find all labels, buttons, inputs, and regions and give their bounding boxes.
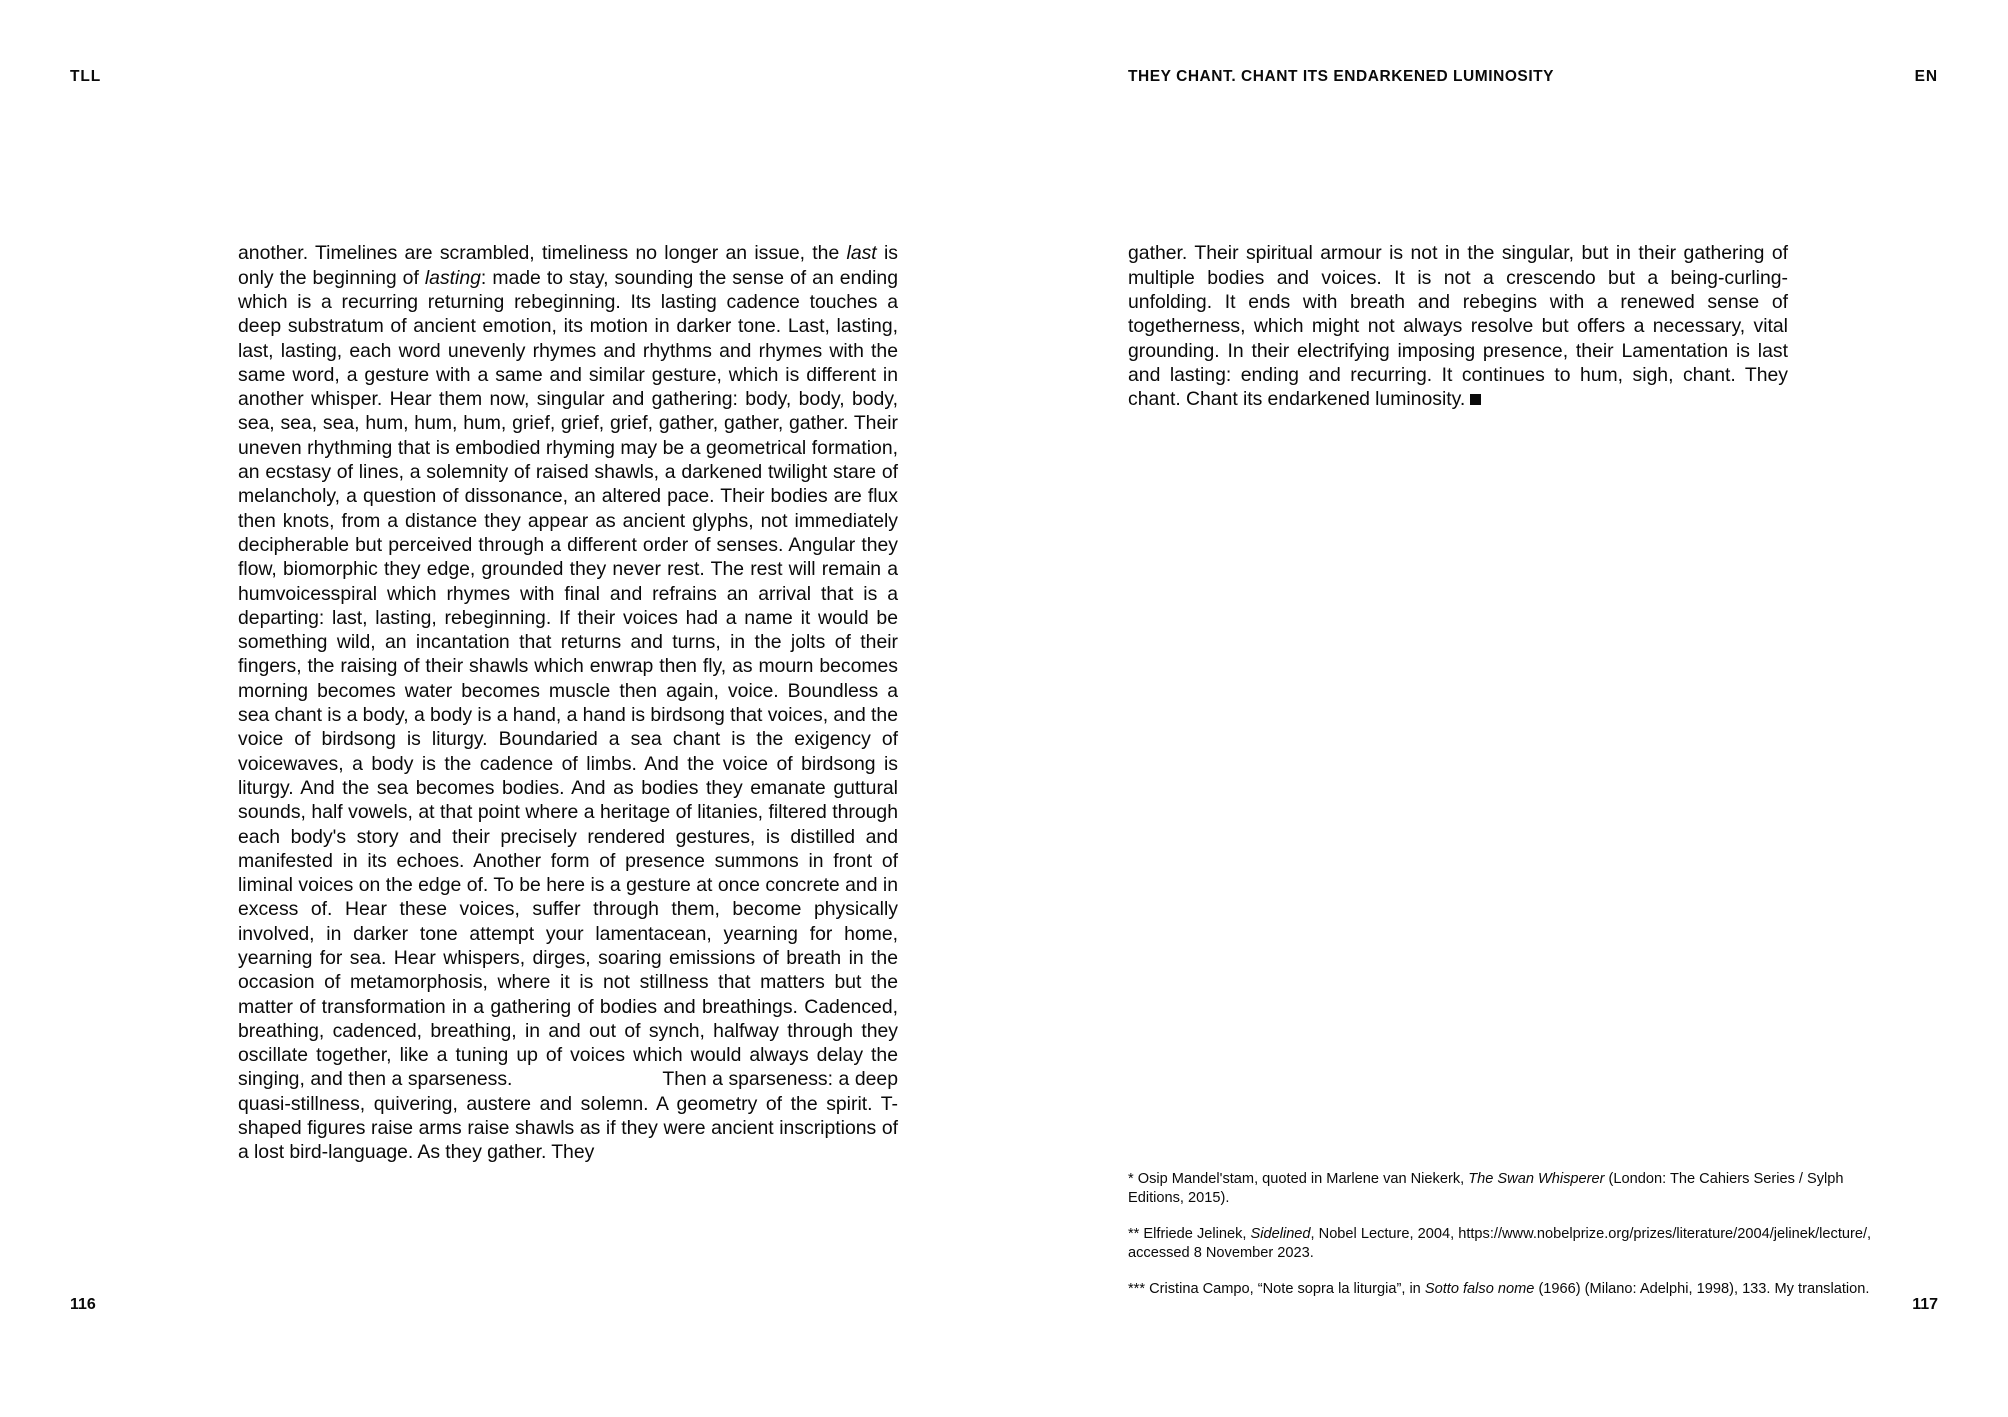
left-text-column bbox=[238, 222, 898, 1184]
footnotes-block bbox=[1128, 1170, 1878, 1299]
footnote-title-italic: Sidelined bbox=[1250, 1226, 1311, 1242]
footnote-text-b: (1966) (Milano: Adelphi, 1998), 133. My translation. bbox=[1534, 1281, 1870, 1297]
body-paragraph-right bbox=[1128, 241, 1788, 411]
footnote-text-a: Cristina Campo, “Note sopra la liturgia”, in bbox=[1149, 1281, 1425, 1297]
footnote-text-a: Elfriede Jelinek, bbox=[1143, 1226, 1251, 1242]
footnote-marker: *** bbox=[1128, 1281, 1150, 1297]
footnote-title-italic: The Swan Whisperer bbox=[1468, 1171, 1605, 1187]
running-head-left: TLL bbox=[70, 68, 102, 85]
footnote-item bbox=[1128, 1170, 1878, 1208]
body-paragraph-left bbox=[238, 241, 898, 1164]
body-text-segment-d: Then a sparseness: a deep quasi-stillness, quivering, austere and solemn. A geometry of the spirit. T-shaped figures raise arms raise shawls as if they were ancient inscriptions of a lost bird-language. As they gather. They bbox=[238, 1068, 898, 1164]
footnote-text-b: (London: The Cahiers Series / Sylph Editions, 2015). bbox=[1128, 1171, 1844, 1206]
page-number-right: 117 bbox=[1912, 1296, 1938, 1313]
footnote-marker: * bbox=[1128, 1171, 1138, 1187]
end-of-article-mark-icon bbox=[1470, 394, 1481, 405]
footnote-marker: ** bbox=[1128, 1226, 1144, 1242]
footnote-title-italic: Sotto falso nome bbox=[1424, 1281, 1535, 1297]
footnote-item bbox=[1128, 1225, 1878, 1263]
body-text-segment-b: is only the beginning of bbox=[238, 242, 898, 289]
body-text-italic-last: last bbox=[846, 242, 877, 265]
running-head-language: EN bbox=[1914, 68, 1938, 85]
running-head bbox=[0, 68, 2008, 90]
body-text-segment-c: : made to stay, sounding the sense of an ending which is a recurring returning rebeginning. Its lasting cadence touches a deep substratum of ancient emotion, its motion in darker tone. Last, lasting, last, lasting, each word unevenly rhymes and rhythms and rhymes with the same word, a gesture with a same and similar gesture, which is different in another whisper. Hear them now, singular and gathering: body, body, body, sea, sea, sea, hum, hum, hum, grief, grief, grief, gather, gather, gather. Their uneven rhythming that is embodied rhyming may be a geometrical formation, an ecstasy of lines, a solemnity of raised shawls, a darkened twilight stare of melancholy, a question of dissonance, an altered pace. Their bodies are flux then knots, from a distance they appear as ancient glyphs, not immediately decipherable but perceived through a different order of senses. Angular they flow, biomorphic they edge, grounded they never rest. The rest will remain a humvoicesspiral which rhymes with final and refrains an arrival that is a departing: last, lasting, rebeginning. If their voices had a name it would be something wild, an incantation that returns and turns, in the jolts of their fingers, the raising of their shawls which enwrap then fly, as mourn becomes morning becomes water becomes muscle then again, voice. Boundless a sea chant is a body, a body is a hand, a hand is birdsong that voices, and the voice of birdsong is liturgy. Boundaried a sea chant is the exigency of voicewaves, a body is the cadence of limbs. And the voice of birdsong is liturgy. And the sea becomes bodies. And as bodies they emanate guttural sounds, half vowels, at that point where a heritage of litanies, filtered through each body's story and their precisely rendered gestures, is distilled and manifested in its echoes. Another form of presence summons in front of liminal voices on the edge of. To be here is a gesture at once concrete and in excess of. Hear these voices, suffer through them, become physically involved, in darker tone attempt your lamentacean, yearning for home, yearning for sea. Hear whispers, dirges, soaring emissions of breath in the occasion of metamorphosis, where it is not stillness that matters but the matter of transformation in a gathering of bodies and breathings. Cadenced, breathing, cadenced, breathing, in and out of synch, halfway through they oscillate together, like a tuning up of voices which would always delay the singing, and then a sparseness. bbox=[238, 266, 898, 1091]
page-number-left: 116 bbox=[70, 1296, 96, 1313]
body-text-final: gather. Their spiritual armour is not in the singular, but in their gathering of multiple bodies and voices. It is not a crescendo but a being-curling-unfolding. It ends with breath and rebegins with a renewed sense of togetherness, which might not always resolve but offers a necessary, vital grounding. In their electrifying imposing presence, their Lamentation is last and lasting: ending and recurring. It continues to hum, sigh, chant. They chant. Chant its endarkened luminosity. bbox=[1128, 242, 1788, 411]
body-text-segment-a: another. Timelines are scrambled, timeliness no longer an issue, the bbox=[238, 242, 847, 265]
footnote-item bbox=[1128, 1280, 1878, 1299]
running-head-title: THEY CHANT. CHANT ITS ENDARKENED LUMINOSITY bbox=[1128, 68, 1555, 85]
footnote-text-b: , Nobel Lecture, 2004, https://www.nobelprize.org/prizes/literature/2004/jelinek/lecture/, accessed 8 November 2023. bbox=[1128, 1226, 1872, 1261]
body-text-italic-lasting: lasting bbox=[424, 266, 481, 289]
footnote-text-a: Osip Mandel'stam, quoted in Marlene van Niekerk, bbox=[1137, 1171, 1469, 1187]
right-text-column bbox=[1128, 222, 1788, 431]
